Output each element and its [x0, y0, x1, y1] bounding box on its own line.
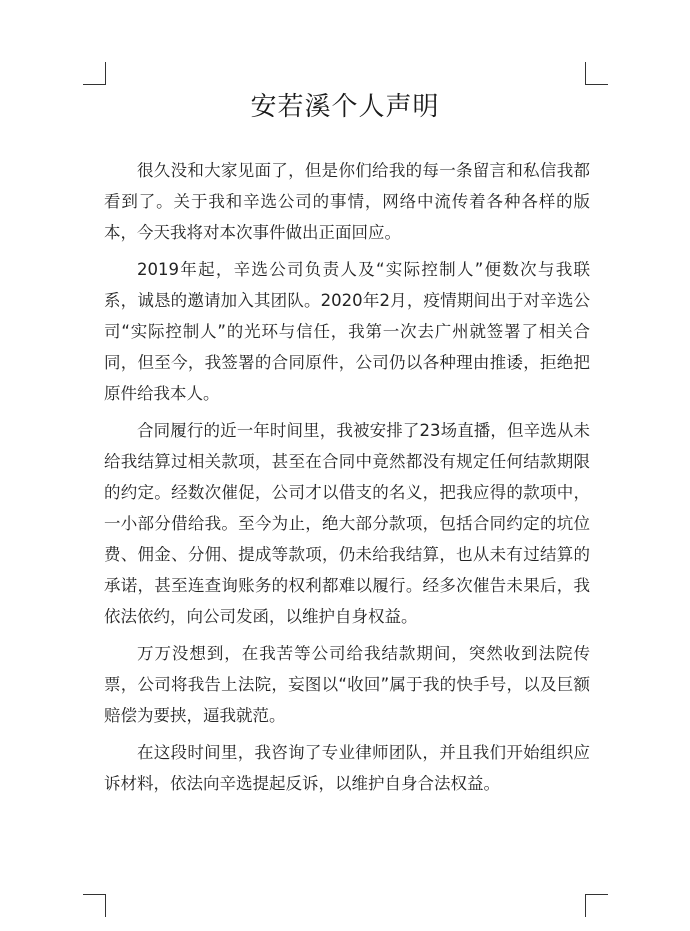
paragraph-1: 很久没和大家见面了，但是你们给我的每一条留言和私信我都看到了。关于我和辛选公司的事情，网络中流传着各种各样的版本，今天我将对本次事件做出正面回应。	[104, 161, 590, 242]
paragraph-5: 在这段时间里，我咨询了专业律师团队，并且我们开始组织应诉材料，依法向辛选提起反诉，以维护自身合法权益。	[104, 743, 590, 793]
document-title: 安若溪个人声明	[250, 92, 440, 122]
paragraph-3: 合同履行的近一年时间里，我被安排了23场直播，但辛选从未给我结算过相关款项，甚至在合同中竟然都没有规定任何结款期限的约定。经数次催促，公司才以借支的名义，把我应得的款项中，一小部分借给我。至今为止，绝大部分款项，包括合同约定的坑位费、佣金、分佣、提成等款项，仍未给我结算，也从未有过结算的承诺，甚至连查询账务的权利都难以履行。经多次催告未果后，我依法依约，向公司发函，以维护自身权益。	[104, 421, 590, 626]
crop-mark-bottom-left	[83, 894, 106, 917]
paragraph-4: 万万没想到，在我苦等公司给我结款期间，突然收到法院传票，公司将我告上法院，妄图以“收回”属于我的快手号，以及巨额赔偿为要挟，逼我就范。	[104, 644, 590, 725]
crop-mark-bottom-right	[585, 894, 608, 917]
crop-mark-top-left	[83, 62, 106, 85]
document-body	[104, 155, 590, 805]
paragraph-2: 2019年起，辛选公司负责人及“实际控制人”便数次与我联系，诚恳的邀请加入其团队。2020年2月，疫情期间出于对辛选公司“实际控制人”的光环与信任，我第一次去广州就签署了相关合同，但至今，我签署的合同原件，公司仍以各种理由推诿，拒绝把原件给我本人。	[104, 260, 590, 403]
crop-mark-top-right	[585, 62, 608, 85]
